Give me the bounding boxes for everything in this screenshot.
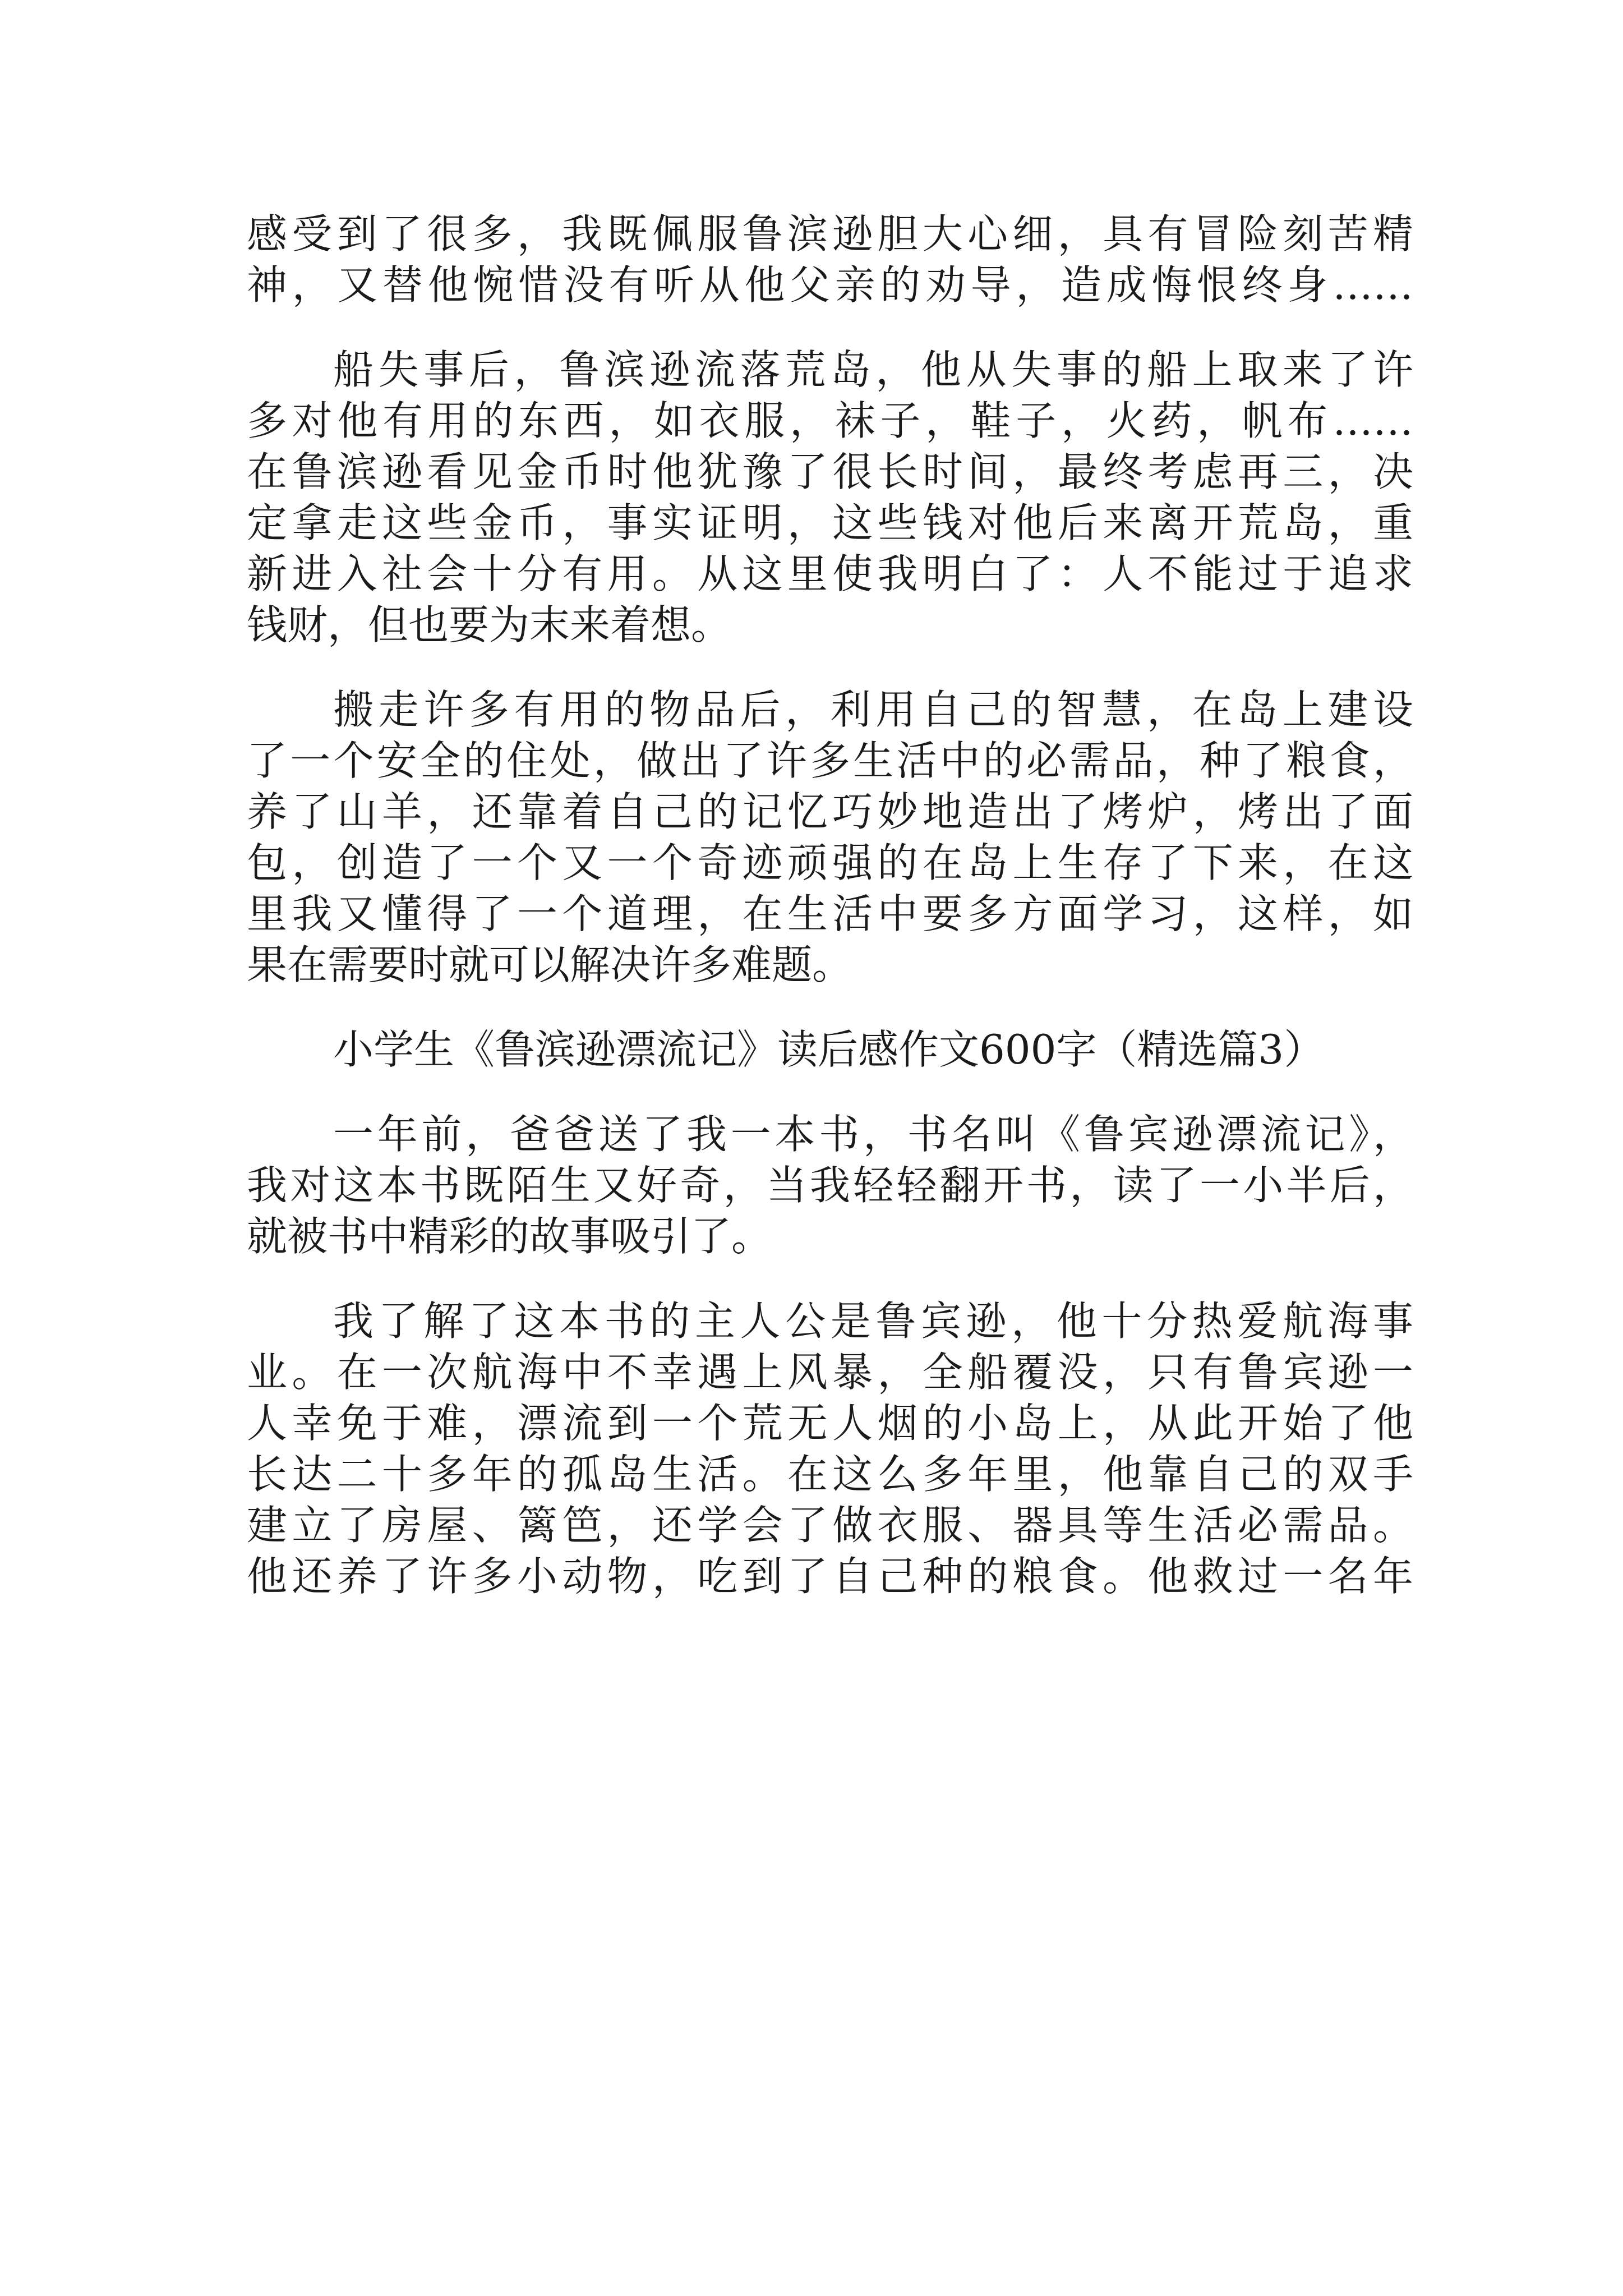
text-line: 一年前，爸爸送了我一本书，书名叫《鲁宾逊漂流记》，: [333, 1111, 1413, 1158]
text-line: 业。在一次航海中不幸遇上风暴，全船覆没，只有鲁宾逊一: [247, 1349, 1413, 1396]
text-line: 包，创造了一个又一个奇迹顽强的在岛上生存了下来，在这: [247, 839, 1413, 886]
document-body: [247, 209, 1413, 1602]
paragraph: [247, 344, 1413, 651]
text-line: 神，又替他惋惜没有听从他父亲的劝导，造成悔恨终身……: [247, 261, 1413, 309]
text-line: 建立了房屋、篱笆，还学会了做衣服、器具等生活必需品。: [247, 1502, 1413, 1549]
text-line: 果在需要时就可以解决许多难题。: [247, 941, 853, 988]
text-line: 新进入社会十分有用。从这里使我明白了：人不能过于追求: [247, 550, 1413, 597]
section-heading: [247, 1024, 1413, 1075]
text-line: 船失事后，鲁滨逊流落荒岛，他从失事的船上取来了许: [333, 346, 1413, 393]
text-line: 就被书中精彩的故事吸引了。: [247, 1213, 772, 1260]
text-line: 钱财，但也要为末来着想。: [247, 601, 732, 648]
text-line: 多对他有用的东西，如衣服，袜子，鞋子，火药，帆布……: [247, 397, 1413, 444]
paragraph: [247, 1296, 1413, 1602]
paragraph: [247, 684, 1413, 991]
paragraph: [247, 209, 1413, 311]
text-line: 他还养了许多小动物，吃到了自己种的粮食。他救过一名年: [247, 1553, 1413, 1600]
text-line: 长达二十多年的孤岛生活。在这么多年里，他靠自己的双手: [247, 1451, 1413, 1498]
text-line: 里我又懂得了一个道理，在生活中要多方面学习，这样，如: [247, 890, 1413, 937]
text-line: 我对这本书既陌生又好奇，当我轻轻翻开书，读了一小半后，: [247, 1162, 1413, 1209]
text-line: 搬走许多有用的物品后，利用自己的智慧，在岛上建设: [333, 686, 1413, 733]
text-line: 我了解了这本书的主人公是鲁宾逊，他十分热爱航海事: [333, 1297, 1413, 1345]
heading-text: 小学生《鲁滨逊漂流记》读后感作文600字（精选篇3）: [333, 1026, 1325, 1073]
text-line: 定拿走这些金币，事实证明，这些钱对他后来离开荒岛，重: [247, 499, 1413, 546]
text-line: 人幸免于难，漂流到一个荒无人烟的小岛上，从此开始了他: [247, 1400, 1413, 1447]
text-line: 感受到了很多，我既佩服鲁滨逊胆大心细，具有冒险刻苦精: [247, 210, 1413, 257]
paragraph: [247, 1109, 1413, 1262]
text-line: 在鲁滨逊看见金币时他犹豫了很长时间，最终考虑再三，决: [247, 448, 1413, 495]
text-line: 养了山羊，还靠着自己的记忆巧妙地造出了烤炉，烤出了面: [247, 788, 1413, 835]
text-line: 了一个安全的住处，做出了许多生活中的必需品，种了粮食，: [247, 737, 1413, 784]
